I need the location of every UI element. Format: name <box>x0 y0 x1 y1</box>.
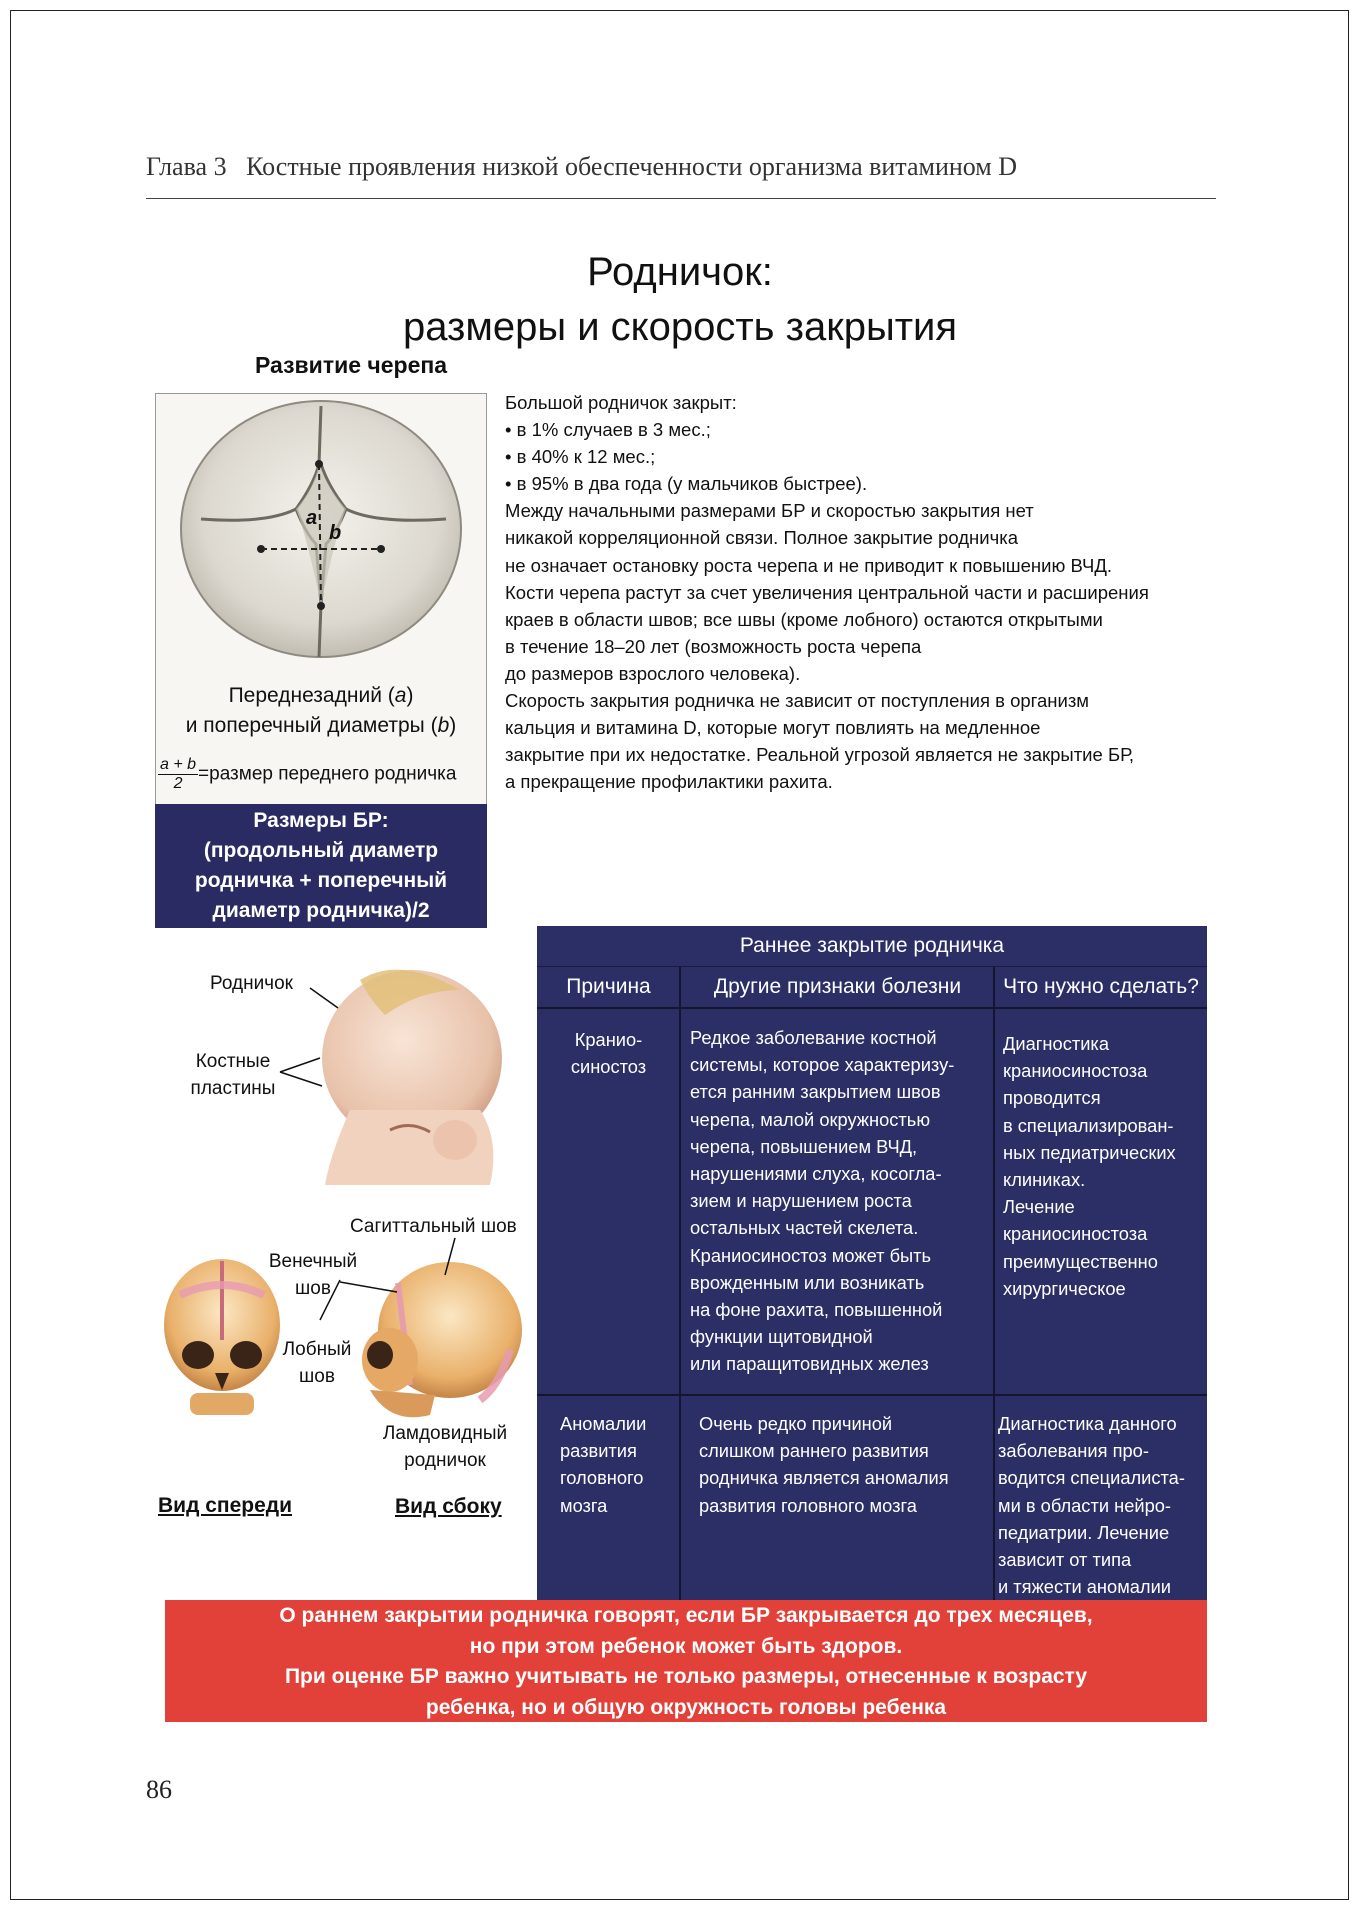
fontanelle-size-formula <box>158 756 488 793</box>
page-title-line2: размеры и скорость закрытия <box>402 305 958 349</box>
side-view-label: Вид сбоку <box>395 1495 502 1518</box>
table-row1-cause: Кранио- синостоз <box>570 1029 647 1078</box>
table-divider <box>537 1394 1207 1396</box>
table-header-cause: Причина <box>566 975 651 998</box>
table-caption: Раннее закрытие родничка <box>537 926 1207 967</box>
chapter-header <box>146 152 1216 182</box>
skull-development-heading: Развитие черепа <box>255 352 448 378</box>
chapter-title: Костные проявления низкой обеспеченности организма витамином D <box>246 152 1018 181</box>
main-text-block: Большой родничок закрыт: • в 1% случаев в 3 мес.; • в 40% к 12 мес.; • в 95% в два года (у мальчиков быстрее). Между начальными размерами БР и скоростью закрытия нет никакой корреляционной связи. Полное закрытие родничка не означает остановку роста черепа и не приводит к повышению ВЧД. Кости черепа растут за счет увеличения центральной части и расширения краев в области швов; все швы (кроме лобного) остаются открытыми в течение 18–20 лет (возможность роста черепа до размеров взрослого человека). Скорость закрытия родничка не зависит от поступления в организм кальция и витамина D, которые могут повлиять на медленное закрытие при их недостатке. Реальной угрозой является не закрытие БР, а прекращение профилактики рахита. <box>505 392 1149 793</box>
frontal-suture-label: Лобный шов <box>282 1339 352 1387</box>
table-divider <box>993 967 995 1600</box>
warning-box: О раннем закрытии родничка говорят, если БР закрывается до трех месяцев, но при этом ребенок может быть здоров. При оценке БР важно учитывать не только размеры, отнесенные к возрасту ребенка, но и общую окружность головы ребенка <box>165 1600 1207 1722</box>
header-rule <box>146 198 1216 199</box>
table-header-action: Что нужно сделать? <box>1003 975 1199 998</box>
table-header-signs: Другие признаки болезни <box>713 975 962 998</box>
page-title-line1: Родничок: <box>587 250 773 294</box>
diameters-caption-line1: Переднезадний (a) <box>228 684 414 707</box>
table-row2-signs: Очень редко причиной слишком раннего развития родничка является аномалия развития головного мозга <box>699 1413 949 1516</box>
table-row1-action: Диагностика краниосиностоза проводится в специализирован- ных педиатрических клиниках. Лечение краниосиностоза преимущественно хирургическое <box>1003 1033 1176 1299</box>
formula-text: =размер переднего родничка <box>198 763 457 785</box>
bone-plates-label: Костные пластины <box>190 1051 276 1099</box>
label-a: a <box>306 507 318 529</box>
table-row2-cause: Аномалии развития головного мозга <box>560 1413 647 1516</box>
table-row1-signs: Редкое заболевание костной системы, которое характеризу- ется ранним закрытием швов черепа, малой окружностью черепа, повышением ВЧД, нарушениями слуха, косогла- зием и нарушением роста остальных частей скелета. Краниосиностоз может быть врожденным или возникать на фоне рахита, повышенной функции щитовидной или паращитовидных желез <box>690 1027 955 1375</box>
label-b: b <box>329 522 342 544</box>
fontanelle-size-box: Размеры БР: (продольный диаметр родничка + поперечный диаметр родничка)/2 <box>155 804 487 928</box>
lambdoid-fontanelle-label: Ламдовидный родничок <box>382 1423 508 1471</box>
diameters-caption-line2: и поперечный диаметры (b) <box>185 714 457 737</box>
skull-top-illustration <box>156 394 486 664</box>
skull-diagram-box <box>155 393 487 805</box>
front-view-label: Вид спереди <box>158 1494 293 1517</box>
table-divider <box>537 1007 1207 1009</box>
early-closure-table <box>537 926 1207 1600</box>
chapter-number: Глава 3 <box>146 152 227 181</box>
fontanelle-label: Родничок <box>210 973 293 994</box>
table-row2-action: Диагностика данного заболевания про- водится специалиста- ми в области нейро- педиатрии. Лечение зависит от типа и тяжести аномалии <box>998 1413 1185 1598</box>
sagittal-suture-label: Сагиттальный шов <box>350 1216 517 1237</box>
page-number: 86 <box>146 1775 172 1804</box>
coronal-suture-label: Венечный шов <box>268 1251 358 1299</box>
formula-fraction: $\frac{a + b}{2}$ <box>160 756 197 792</box>
